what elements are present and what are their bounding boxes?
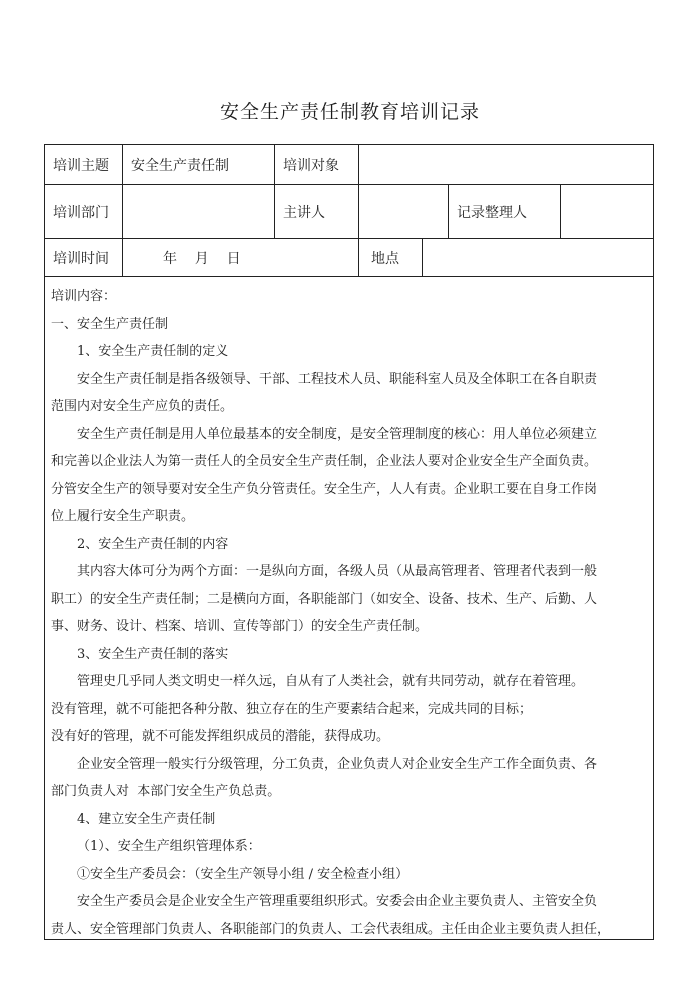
document-title: 安全生产责任制教育培训记录	[219, 101, 480, 123]
paragraph-line: 责人、安全管理部门负责人、各职能部门的负责人、工会代表组成。主任由企业主要负责人担任，	[51, 921, 611, 937]
audience-value	[359, 145, 655, 184]
paragraph-line: 部门负责人对 本部门安全生产负总责。	[51, 784, 281, 799]
subsection-heading: 2、安全生产责任制的内容	[77, 536, 229, 552]
recorder-label: 记录整理人	[449, 185, 561, 238]
paragraph-line: 管理史几乎同人类文明史一样久远，自从有了人类社会，就有共同劳动，就存在着管理。	[77, 674, 585, 689]
audience-label: 培训对象	[275, 145, 359, 184]
section-heading: 一、安全生产责任制	[51, 316, 169, 332]
recorder-value	[561, 185, 655, 238]
paragraph-line: 安全生产责任制是用人单位最基本的安全制度，是安全管理制度的核心：用人单位必须建立	[77, 426, 598, 442]
training-content	[45, 277, 653, 939]
paragraph-line: 位上履行安全生产职责。	[51, 509, 195, 524]
paragraph-line: 和完善以企业法人为第一责任人的全员安全生产责任制，企业法人要对企业安全生产全面负责。	[51, 454, 598, 469]
topic-value: 安全生产责任制	[123, 145, 275, 184]
paragraph-line: 职工）的安全生产责任制；二是横向方面，各职能部门（如安全、设备、技术、生产、后勤、人	[51, 591, 598, 607]
row-topic	[45, 145, 653, 185]
paragraph-line: 安全生产委员会是企业安全生产管理重要组织形式。安委会由企业主要负责人、主管安全负	[77, 894, 598, 909]
topic-label: 培训主题	[45, 145, 123, 184]
subsection-heading: 4、建立安全生产责任制	[77, 811, 216, 827]
paragraph-line: 分管安全生产的领导要对安全生产负分管责任。安全生产，人人有责。企业职工要在自身工作岗	[51, 481, 598, 497]
lecturer-value	[359, 185, 449, 238]
paragraph-line: 安全生产责任制是指各级领导、干部、工程技术人员、职能科室人员及全体职工在各自职责	[77, 371, 598, 387]
time-label: 培训时间	[45, 239, 123, 276]
place-label: 地点	[359, 239, 423, 276]
department-label: 培训部门	[45, 185, 123, 238]
row-time	[45, 239, 653, 277]
department-value	[123, 185, 275, 238]
subsection-heading: （1）、安全生产组织管理体系：	[77, 839, 261, 854]
subsection-heading: 3、安全生产责任制的落实	[77, 646, 229, 662]
training-record-form	[44, 144, 654, 940]
subsection-heading: ①安全生产委员会：（安全生产领导小组 / 安全检查小组）	[77, 866, 409, 882]
subsection-heading: 1、安全生产责任制的定义	[77, 344, 229, 359]
time-value: 年 月 日	[123, 239, 359, 276]
paragraph-line: 范围内对安全生产应负的责任。	[51, 399, 234, 414]
paragraph-line: 没有好的管理，就不可能发挥组织成员的潜能，获得成功。	[51, 729, 390, 744]
content-heading: 培训内容：	[51, 289, 117, 304]
paragraph-line: 事、财务、设计、档案、培训、宣传等部门）的安全生产责任制。	[51, 619, 429, 634]
place-value	[423, 239, 655, 276]
paragraph-line: 没有管理，就不可能把各种分散、独立存在的生产要素结合起来，完成共同的目标；	[51, 701, 533, 717]
row-department	[45, 185, 653, 239]
lecturer-label: 主讲人	[275, 185, 359, 238]
paragraph-line: 其内容大体可分为两个方面：一是纵向方面，各级人员（从最高管理者、管理者代表到一般	[77, 564, 598, 579]
paragraph-line: 企业安全管理一般实行分级管理，分工负责，企业负责人对企业安全生产工作全面负责、各	[77, 756, 598, 772]
